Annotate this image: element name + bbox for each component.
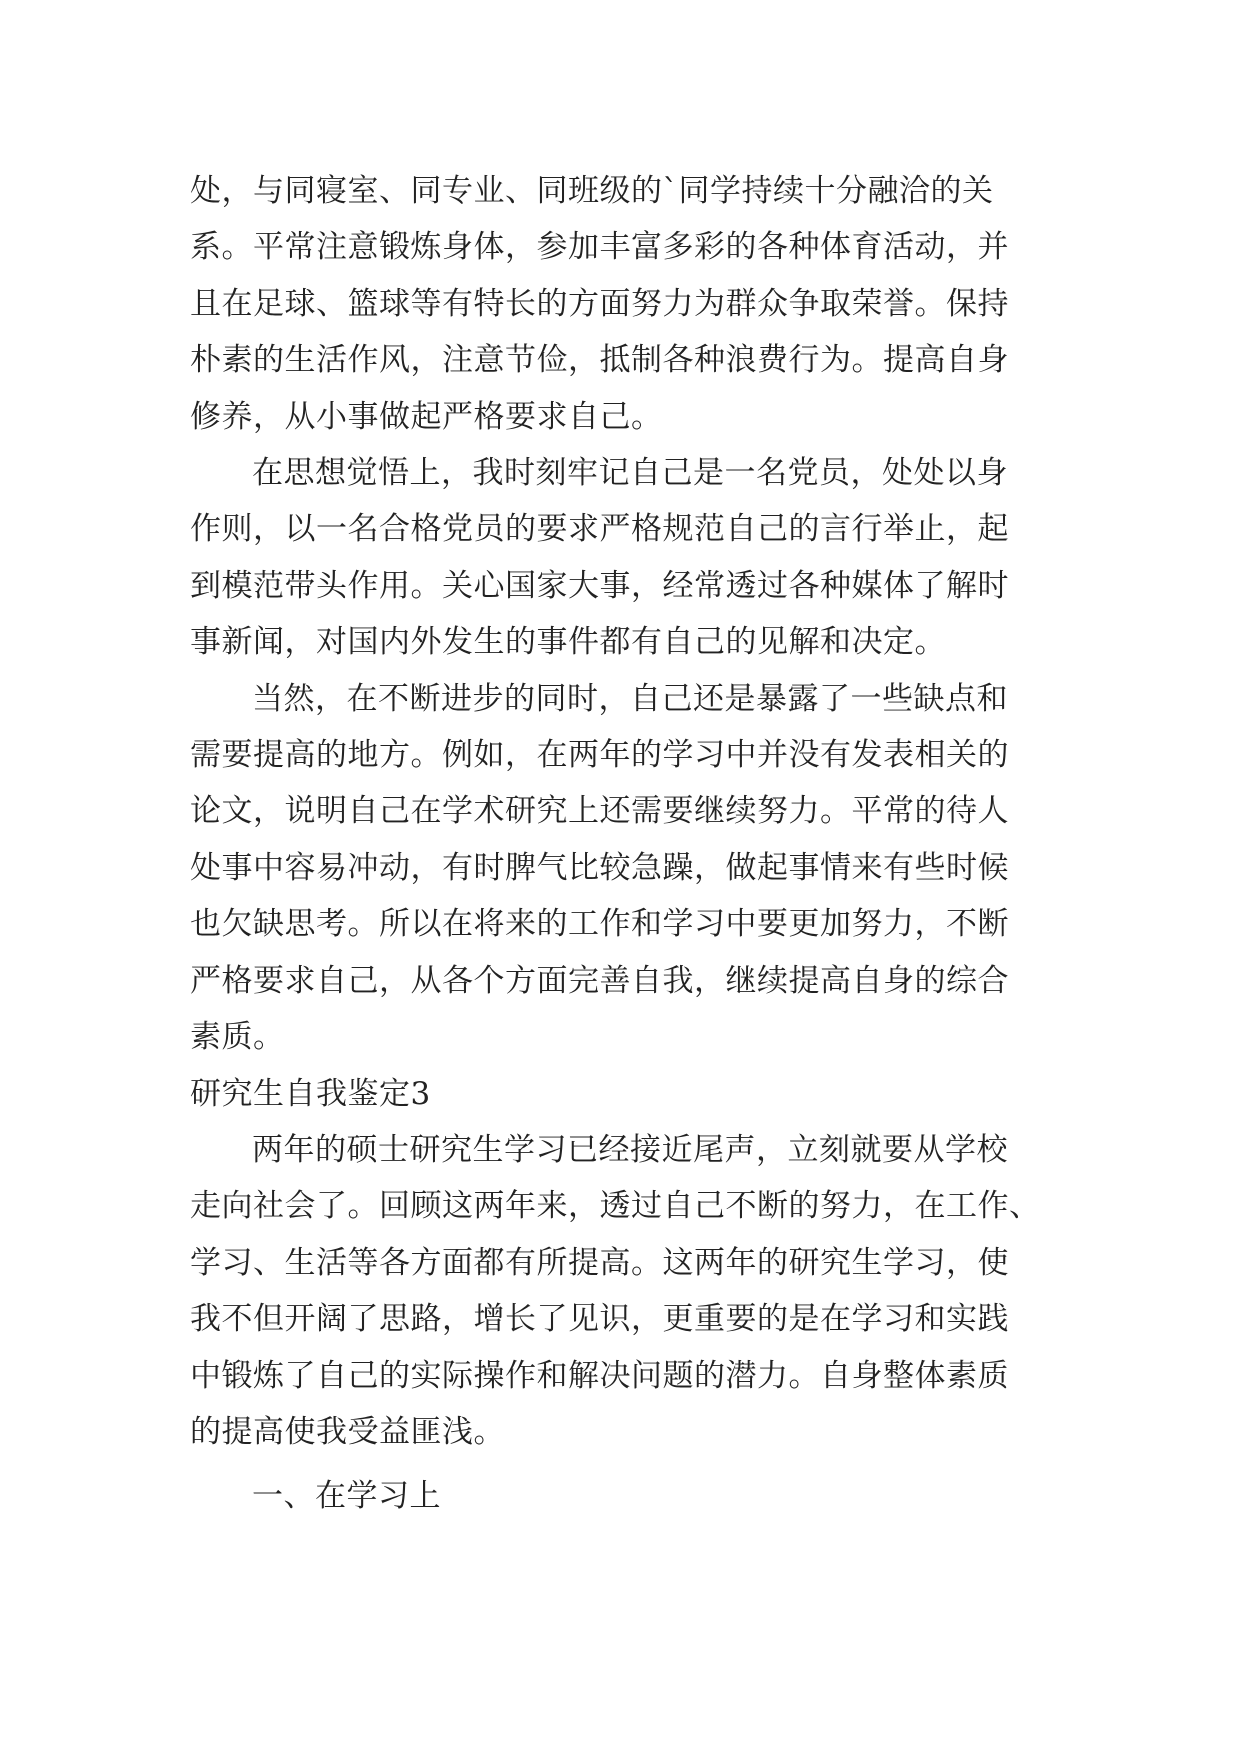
text-line: 处，与同寝室、同专业、同班级的`同学持续十分融洽的关 — [190, 173, 994, 209]
text-line: 中锻炼了自己的实际操作和解决问题的潜力。自身整体素质 — [190, 1357, 1009, 1394]
subheading-text: 一、在学习上 — [252, 1478, 441, 1515]
text-line: 朴素的生活作风，注意节俭，抵制各种浪费行为。提高自身 — [190, 342, 1009, 379]
text-line: 且在足球、篮球等有特长的方面努力为群众争取荣誉。保持 — [190, 285, 1009, 322]
text-line: 学习、生活等各方面都有所提高。这两年的研究生学习，使 — [190, 1244, 1009, 1281]
document-body — [190, 163, 1050, 1525]
subheading — [190, 1468, 1050, 1524]
text-line: 需要提高的地方。例如，在两年的学习中并没有发表相关的 — [190, 737, 1009, 774]
text-line: 走向社会了。回顾这两年来，透过自己不断的努力，在工作、 — [190, 1188, 1041, 1225]
paragraph-introduction — [190, 1122, 1050, 1460]
text-line: 作则，以一名合格党员的要求严格规范自己的言行举止，起 — [190, 511, 1009, 548]
text-line: 论文，说明自己在学术研究上还需要继续努力。平常的待人 — [190, 793, 1009, 830]
text-line: 系。平常注意锻炼身体，参加丰富多彩的各种体育活动，并 — [190, 229, 1009, 266]
text-line: 严格要求自己，从各个方面完善自我，继续提高自身的综合 — [190, 962, 1009, 999]
paragraph-shortcomings — [190, 671, 1050, 1066]
text-line: 我不但开阔了思路，增长了见识，更重要的是在学习和实践 — [190, 1301, 1009, 1338]
text-line: 到模范带头作用。关心国家大事，经常透过各种媒体了解时 — [190, 567, 1009, 604]
text-line: 的提高使我受益匪浅。 — [190, 1413, 505, 1450]
text-line: 素质。 — [190, 1019, 285, 1056]
text-line: 当然，在不断进步的同时，自己还是暴露了一些缺点和 — [252, 680, 1008, 717]
text-line: 也欠缺思考。所以在将来的工作和学习中要更加努力，不断 — [190, 906, 1009, 943]
text-line: 修养，从小事做起严格要求自己。 — [190, 398, 663, 435]
section-title — [190, 1066, 1050, 1122]
section-title-text: 研究生自我鉴定3 — [190, 1075, 431, 1112]
paragraph-conduct — [190, 163, 1050, 445]
text-line: 处事中容易冲动，有时脾气比较急躁，做起事情来有些时候 — [190, 849, 1009, 886]
text-line: 事新闻，对国内外发生的事件都有自己的见解和决定。 — [190, 624, 946, 661]
paragraph-ideology — [190, 445, 1050, 671]
text-line: 两年的硕士研究生学习已经接近尾声，立刻就要从学校 — [252, 1131, 1008, 1168]
text-line: 在思想觉悟上，我时刻牢记自己是一名党员，处处以身 — [252, 455, 1008, 492]
